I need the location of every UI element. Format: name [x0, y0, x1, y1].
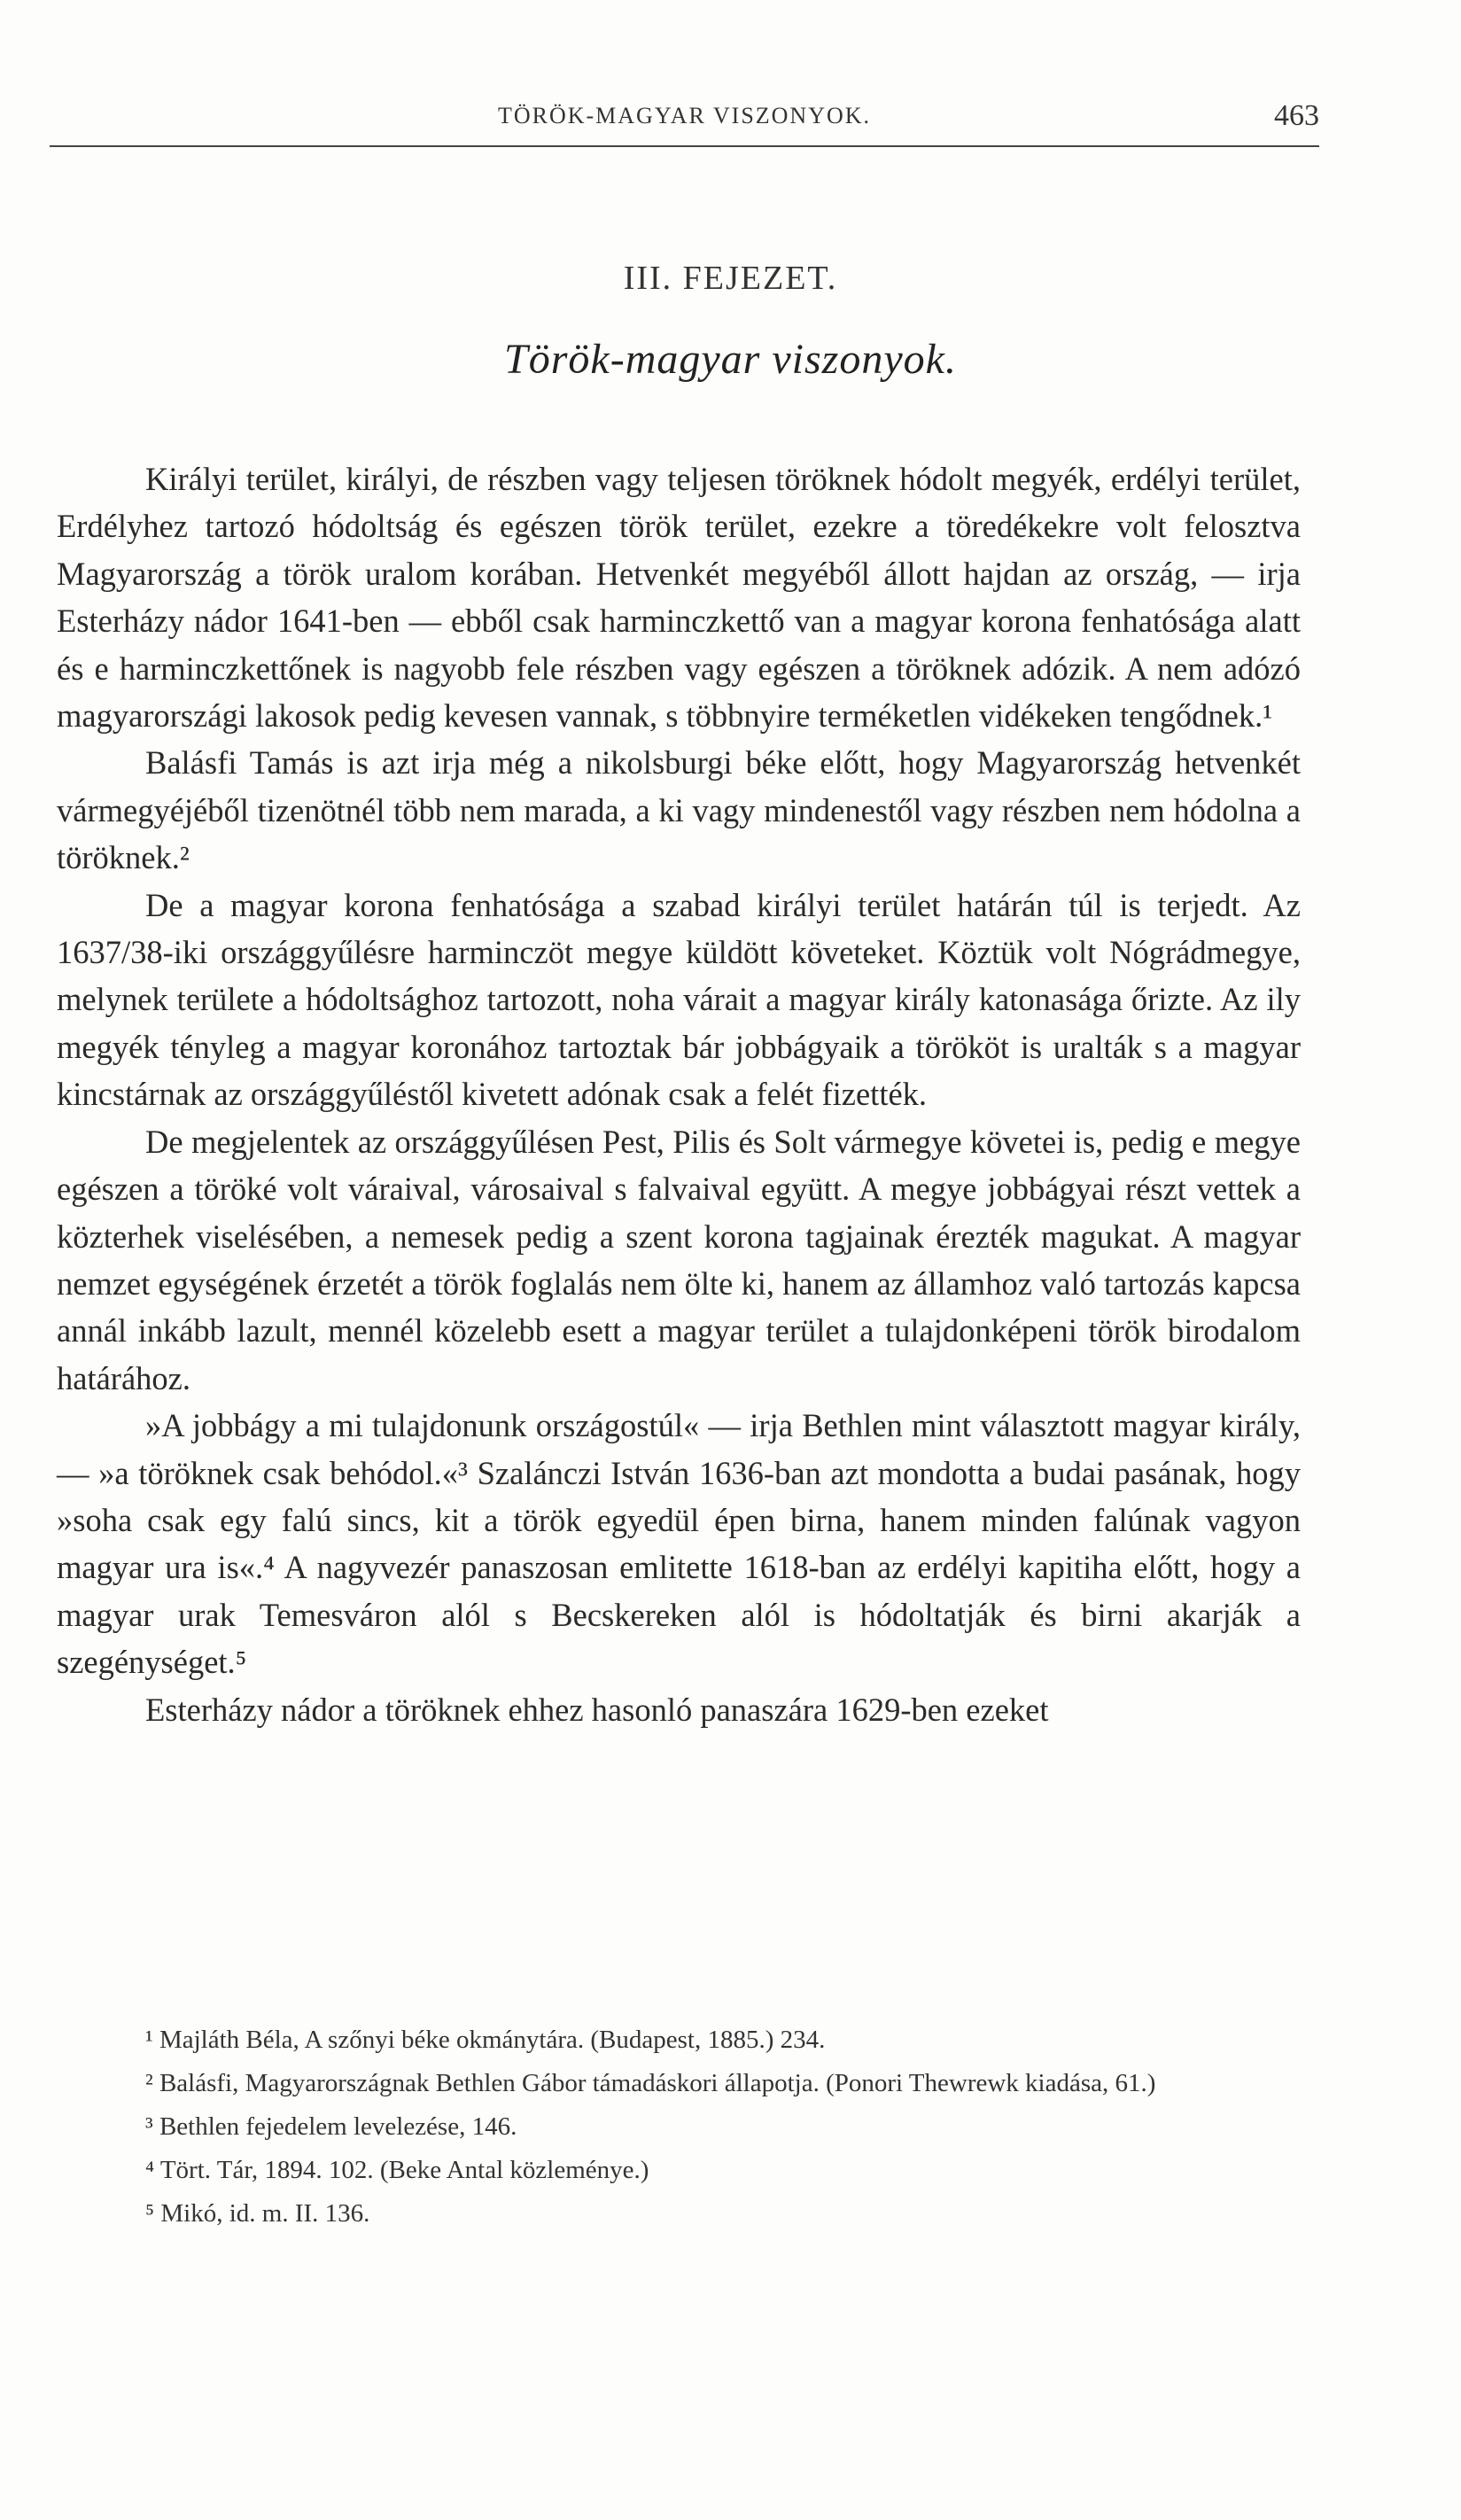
running-title: TÖRÖK-MAGYAR VISZONYOK.: [497, 103, 872, 128]
paragraph: »A jobbágy a mi tulajdonunk országostúl« — irja Bethlen mint választott magyar király, — »a töröknek csak behódol.«³ Szalánczi István 1636-ban azt mondotta a budai pasának, hogy »soha csak egy falú sincs, kit a török egyedül épen birna, hanem minden falúnak vagyon magyar ura is«.⁴ A nagyvezér panaszosan emlitette 1618-ban az erdélyi kapitiha előtt, hogy a magyar urak Temesváron alól s Becskereken alól is hódoltatják és birni akarják a szegénységet.⁵: [57, 1407, 1301, 1681]
footnote: ³ Bethlen fejedelem levelezése, 146.: [145, 2112, 517, 2141]
page-number: 463: [1274, 99, 1319, 132]
footnote: ⁵ Mikó, id. m. II. 136.: [145, 2199, 370, 2228]
paragraph: De a magyar korona fenhatósága a szabad királyi terület határán túl is terjedt. Az 1637/38-iki országgyűlésre harminczöt megye küldött követeket. Köztük volt Nógrádmegye, melynek területe a hódoltsághoz tartozott, noha várait a magyar király katonasága őrizte. Az ily megyék tényleg a magyar koronához tartoztak bár jobbágyaik a törököt is uralták s a magyar kincstárnak az országgyűléstől kivetett adónak csak a felét fizették.: [57, 886, 1301, 1113]
body-text: [57, 455, 1301, 1733]
running-header: [50, 99, 1319, 147]
paragraph: De megjelentek az országgyűlésen Pest, Pilis és Solt vármegye követei is, pedig e megye egészen a töröké volt váraival, városaival s falvaival együtt. A megye jobbágyai részt vettek a közterhek viselésében, a nemesek pedig a szent korona tagjainak érezték magukat. A magyar nemzet egységének érzetét a török foglalás nem ölte ki, hanem az államhoz való tartozás kapcsa annál inkább lazult, mennél közelebb esett a magyar terület a tulajdonképeni török birodalom határához.: [57, 1123, 1301, 1396]
chapter-title: Török-magyar viszonyok.: [504, 336, 957, 383]
chapter-number: III. FEJEZET.: [623, 260, 838, 297]
footnote: ⁴ Tört. Tár, 1894. 102. (Beke Antal közleménye.): [145, 2156, 649, 2184]
paragraph: Balásfi Tamás is azt irja még a nikolsburgi béke előtt, hogy Magyarország hetvenkét vármegyéjéből tizenötnél több nem marada, a ki vagy mindenestől vagy részben nem hódolna a töröknek.²: [57, 744, 1301, 876]
footnote: ² Balásfi, Magyarországnak Bethlen Gábor támadáskori állapotja. (Ponori Thewrewk kiadása, 61.): [145, 2069, 1156, 2097]
paragraph: Esterházy nádor a töröknek ehhez hasonló panaszára 1629-ben ezeket: [145, 1691, 1049, 1728]
footnote: ¹ Majláth Béla, A szőnyi béke okmánytára. (Budapest, 1885.) 234.: [145, 2026, 826, 2054]
paragraph: Királyi terület, királyi, de részben vagy teljesen töröknek hódolt megyék, erdélyi terület, Erdélyhez tartozó hódoltság és egészen török terület, ezekre a töredékekre volt felosztva Magyarország a török uralom korában. Hetvenkét megyéből állott hajdan az ország, — irja Esterházy nádor 1641-ben — ebből csak harminczkettő van a magyar korona fenhatósága alatt és e harminczkettőnek is nagyobb fele részben vagy egészen a töröknek adózik. A nem adózó magyarországi lakosok pedig kevesen vannak, s többnyire terméketlen vidékeken tengődnek.¹: [57, 461, 1301, 735]
footnotes: [57, 2018, 1301, 2236]
